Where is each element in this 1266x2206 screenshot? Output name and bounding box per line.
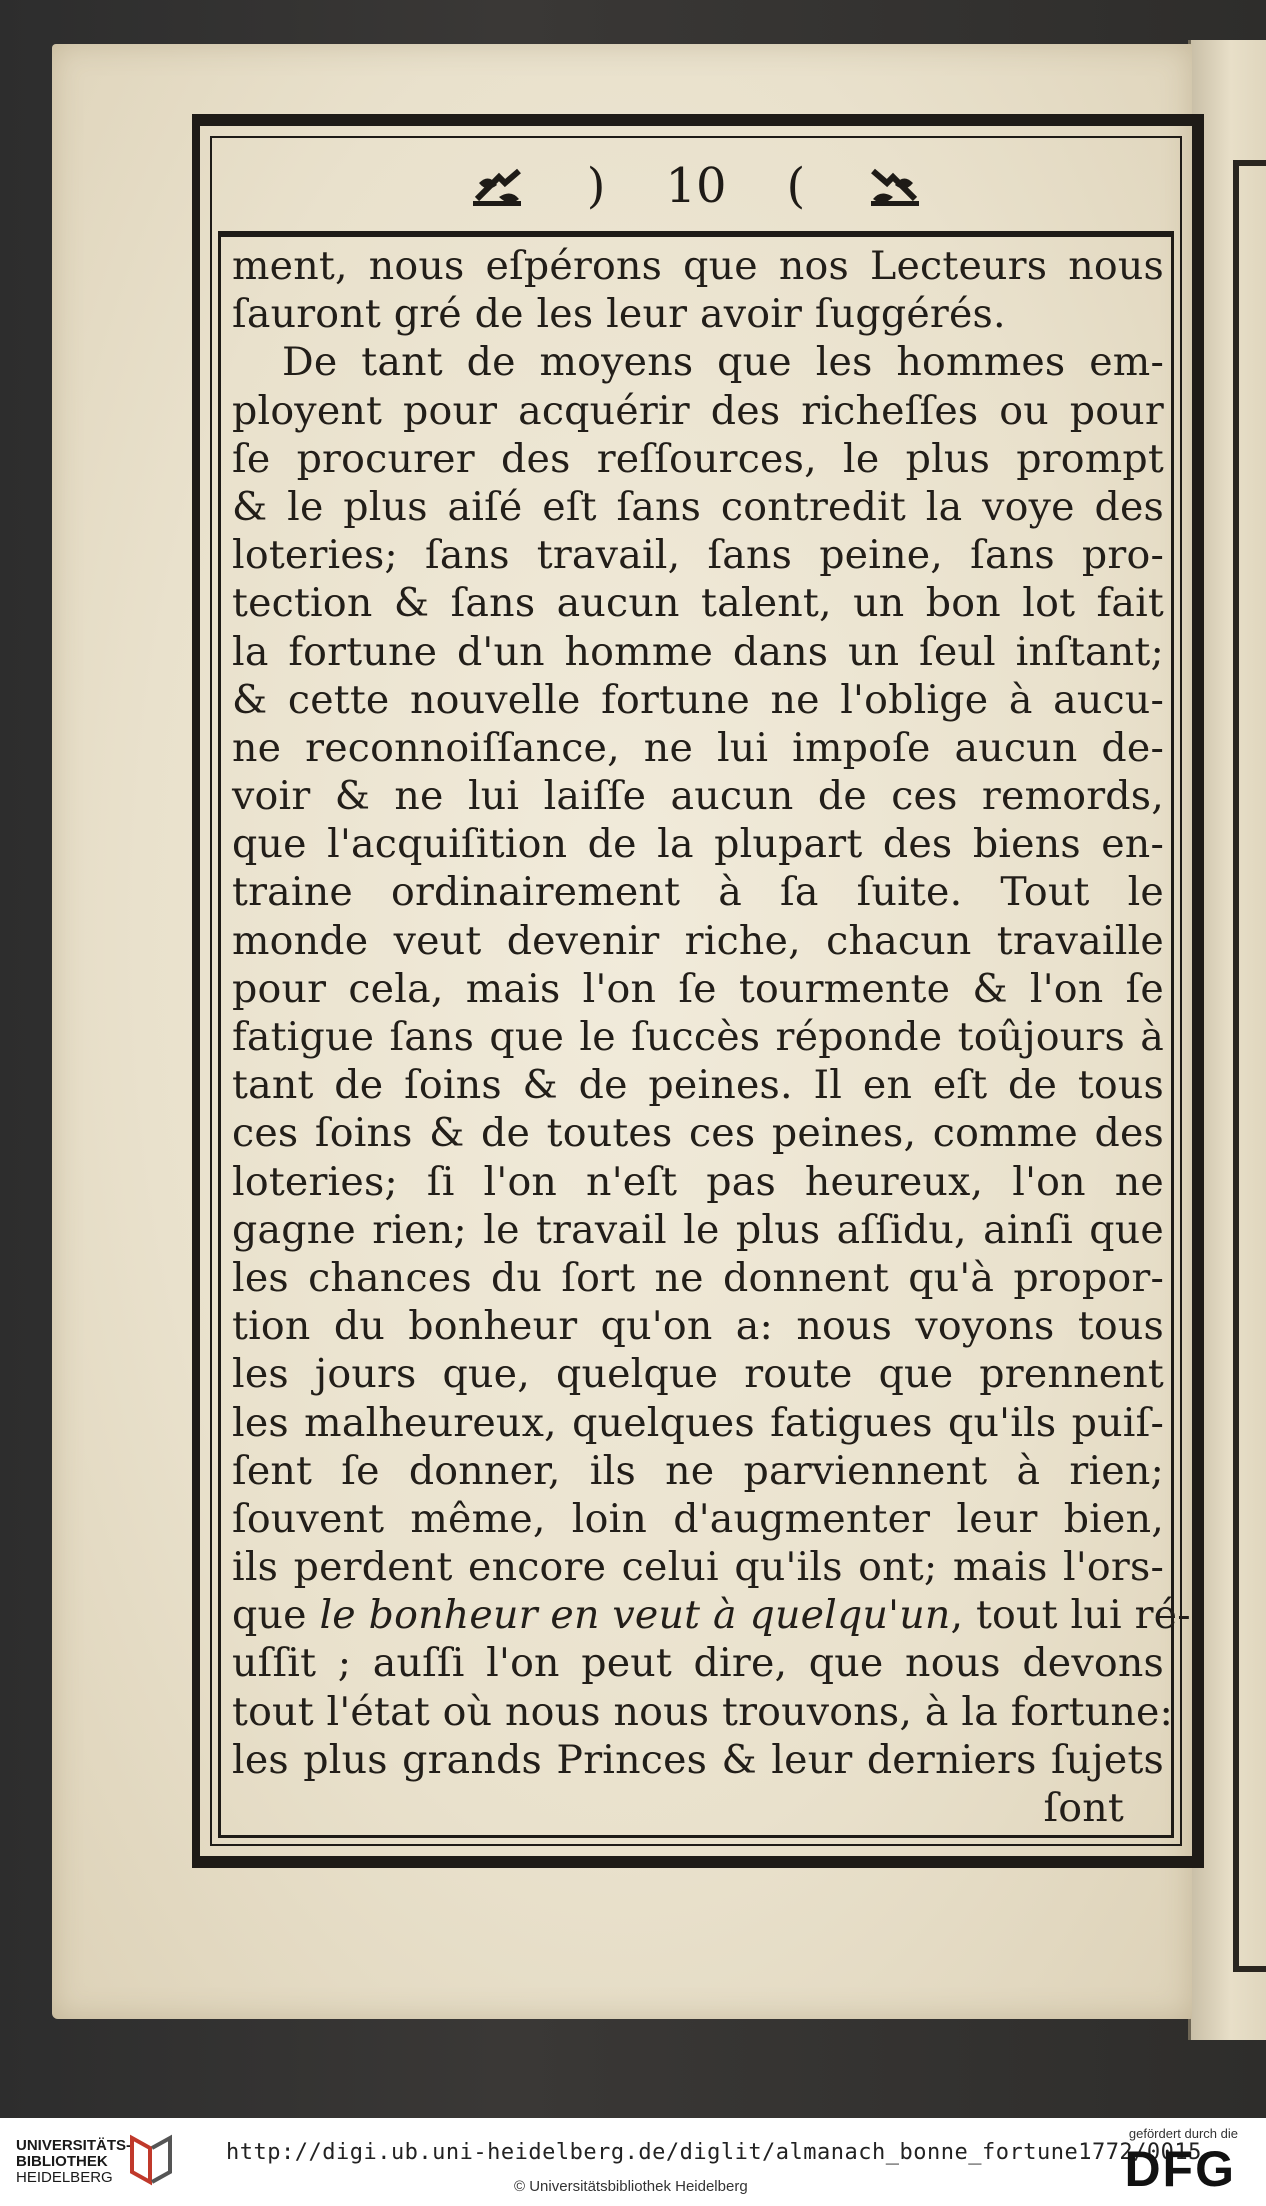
library-name-line1: UNIVERSITÄTS- — [16, 2137, 132, 2154]
text-line: voir & ne lui laiſſe aucun de ces remords, — [232, 773, 1164, 820]
text-line: monde veut devenir riche, chacun travaille — [232, 917, 1164, 964]
book-page — [52, 44, 1192, 2019]
text-line: gagne rien; le travail le plus aſſidu, ainſi que — [232, 1206, 1164, 1253]
italic-phrase: le bonheur en veut à quelqu'un — [319, 1592, 951, 1639]
text-line: tection & ſans aucun talent, un bon lot fait — [232, 580, 1164, 627]
running-header — [200, 146, 1192, 226]
text-line: ſauront gré de les leur avoir ſuggérés. — [232, 291, 1006, 338]
text-line: loteries; ſans travail, ſans peine, ſans pro- — [232, 532, 1164, 579]
text-line: que l'acquiſition de la plupart des biens en- — [232, 821, 1164, 868]
header-paren-left: ) — [586, 158, 606, 214]
page-url-link[interactable]: http://digi.ub.uni-heidelberg.de/diglit/almanach_bonne_fortune1772/0015 — [226, 2140, 1202, 2165]
viewer-footer — [0, 2118, 1266, 2206]
catchword: ſont — [1043, 1785, 1124, 1831]
text-line: ſe procurer des reſſources, le plus prompt — [232, 435, 1164, 482]
page-number: 10 — [665, 158, 727, 214]
text-line: la fortune d'un homme dans un ſeul inſtant; — [232, 628, 1164, 675]
library-mark-icon — [128, 2134, 174, 2186]
text-line: De tant de moyens que les hommes em- — [282, 339, 1164, 386]
text-line: & le plus aiſé eſt ſans contredit la voye des — [232, 483, 1164, 530]
text-line: tout l'état où nous nous trouvons, à la fortune: — [232, 1688, 1174, 1735]
text-line: uſſit ; auſſi l'on peut dire, que nous devons — [232, 1640, 1164, 1687]
funding-note: gefördert durch die — [1128, 2126, 1238, 2141]
copyright-notice: © Universitätsbibliothek Heidelberg — [514, 2178, 748, 2195]
body-text — [232, 242, 1191, 1832]
text-line: les malheureux, quelques fatigues qu'ils puiſ- — [232, 1399, 1164, 1446]
text-line: pour cela, mais l'on ſe tourmente & l'on ſe — [232, 965, 1164, 1012]
text-line: fatigue ſans que le ſuccès réponde toûjours à — [232, 1014, 1164, 1060]
text-line: & cette nouvelle fortune ne l'oblige à aucu- — [232, 676, 1164, 723]
page-border-frame — [192, 114, 1204, 1868]
library-logo — [16, 2138, 131, 2186]
text-line: ne reconnoiſſance, ne lui impoſe aucun de- — [232, 724, 1164, 771]
text-line: ils perdent encore celui qu'ils ont; mais l'ors- — [232, 1544, 1164, 1591]
italic-line-before: que — [232, 1592, 320, 1639]
text-line: les chances du ſort ne donnent qu'à propor- — [232, 1254, 1164, 1301]
text-line: les jours que, quelque route que prennent — [232, 1351, 1164, 1398]
text-line: tant de ſoins & de peines. Il en eſt de tous — [232, 1062, 1164, 1109]
text-line: ſent ſe donner, ils ne parviennent à rien; — [232, 1447, 1164, 1494]
text-line: loteries; ſi l'on n'eſt pas heureux, l'on ne — [232, 1158, 1164, 1205]
fleuron-left-icon — [469, 163, 527, 209]
text-line: ſouvent même, loin d'augmenter leur bien, — [232, 1495, 1164, 1542]
library-name-line2: BIBLIOTHEK — [16, 2153, 108, 2170]
dfg-logo: DFG — [1124, 2141, 1236, 2197]
text-line: ployent pour acquérir des richeſſes ou pour — [232, 387, 1164, 434]
library-name-line3: HEIDELBERG — [16, 2169, 113, 2186]
text-line: ces ſoins & de toutes ces peines, comme des — [232, 1110, 1164, 1157]
text-line: ment, nous eſpérons que nos Lecteurs nous — [232, 243, 1164, 289]
facing-page-frame — [1233, 160, 1266, 1972]
italic-line-after: , tout lui ré- — [950, 1592, 1191, 1639]
text-line: traine ordinairement à ſa ſuite. Tout le — [232, 869, 1164, 916]
header-paren-right: ( — [786, 158, 806, 214]
text-line: tion du bonheur qu'on a: nous voyons tous — [232, 1303, 1164, 1350]
fleuron-right-icon — [865, 163, 923, 209]
text-line: les plus grands Princes & leur derniers ſujets — [232, 1736, 1164, 1783]
text-line-italic — [232, 1591, 1191, 1639]
